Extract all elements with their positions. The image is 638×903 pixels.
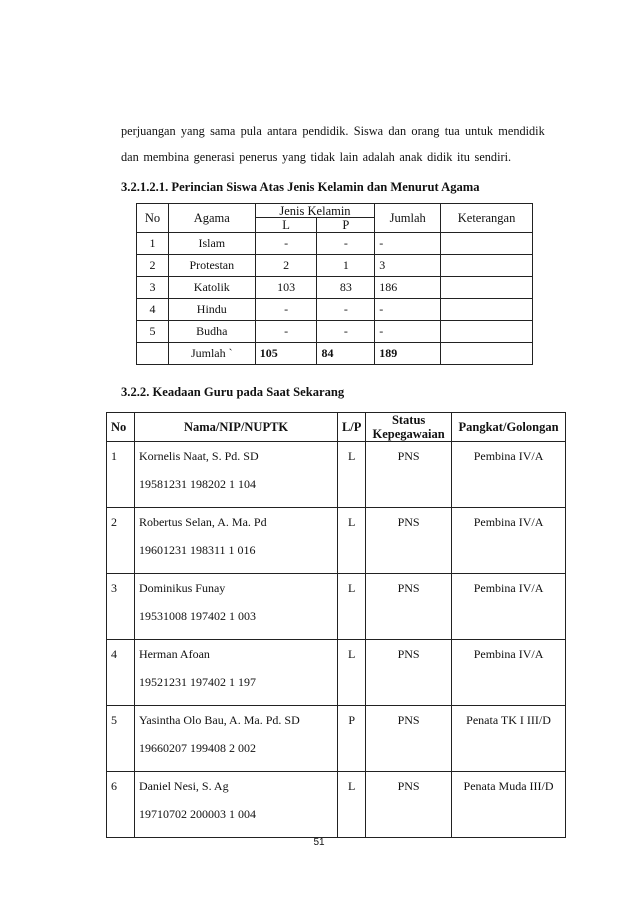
cell-agama: Islam — [168, 233, 255, 255]
cell-no: 2 — [107, 508, 135, 574]
teacher-nip: 19710702 200003 1 004 — [138, 807, 256, 821]
table-total-row — [137, 343, 533, 365]
total-l: 105 — [255, 343, 317, 365]
paragraph-line-1: perjuangan yang sama pula antara pendidik. Siswa dan orang tua untuk mendidik — [121, 124, 545, 138]
cell-jumlah: 3 — [375, 255, 441, 277]
teacher-name: Daniel Nesi, S. Ag — [138, 779, 229, 793]
table-row — [137, 299, 533, 321]
cell-lp: P — [338, 706, 366, 772]
cell-no: 1 — [107, 442, 135, 508]
header-status-line1: Status — [391, 413, 426, 427]
teacher-nip: 19521231 197402 1 197 — [138, 675, 256, 689]
teacher-name: Yasintha Olo Bau, A. Ma. Pd. SD — [138, 713, 300, 727]
header-jumlah: Jumlah — [375, 204, 441, 233]
cell-agama: Protestan — [168, 255, 255, 277]
teacher-name: Herman Afoan — [138, 647, 210, 661]
cell-no: 1 — [137, 233, 169, 255]
paragraph-line-2: dan membina generasi penerus yang tidak lain adalah anak didik itu sendiri. — [121, 150, 512, 164]
header-jenis-kelamin: Jenis Kelamin — [255, 204, 375, 218]
header-keterangan: Keterangan — [441, 204, 533, 233]
cell-nama — [134, 574, 337, 640]
cell-jumlah: - — [375, 299, 441, 321]
cell-pangkat: Penata TK I III/D — [452, 706, 566, 772]
cell-status: PNS — [366, 706, 452, 772]
teacher-nip: 19601231 198311 1 016 — [138, 543, 256, 557]
cell-nama — [134, 772, 337, 838]
cell-keterangan — [441, 343, 533, 365]
header-no: No — [137, 204, 169, 233]
cell-p: 83 — [317, 277, 375, 299]
cell-keterangan — [441, 233, 533, 255]
cell-l: - — [255, 299, 317, 321]
cell-l: - — [255, 233, 317, 255]
cell-nama — [134, 706, 337, 772]
cell-lp: L — [338, 574, 366, 640]
teacher-nip: 19581231 198202 1 104 — [138, 477, 256, 491]
cell-pangkat: Pembina IV/A — [452, 640, 566, 706]
cell-status: PNS — [366, 574, 452, 640]
total-jumlah: 189 — [375, 343, 441, 365]
table-row — [137, 233, 533, 255]
cell-lp: L — [338, 442, 366, 508]
header-agama: Agama — [168, 204, 255, 233]
cell-status: PNS — [366, 772, 452, 838]
cell-status: PNS — [366, 640, 452, 706]
cell-no: 4 — [107, 640, 135, 706]
cell-p: - — [317, 299, 375, 321]
cell-agama: Hindu — [168, 299, 255, 321]
section-heading-guru: 3.2.2. Keadaan Guru pada Saat Sekarang — [121, 385, 345, 399]
table-row — [107, 508, 566, 574]
teacher-name: Kornelis Naat, S. Pd. SD — [138, 449, 259, 463]
cell-jumlah: 186 — [375, 277, 441, 299]
cell-no: 3 — [137, 277, 169, 299]
table-row — [107, 706, 566, 772]
cell-keterangan — [441, 277, 533, 299]
teacher-nip: 19531008 197402 1 003 — [138, 609, 256, 623]
cell-p: 1 — [317, 255, 375, 277]
cell-no: 5 — [107, 706, 135, 772]
header-status-line2: Kepegawaian — [372, 427, 445, 441]
cell-agama: Budha — [168, 321, 255, 343]
cell-keterangan — [441, 299, 533, 321]
header-no: No — [107, 413, 135, 442]
total-p: 84 — [317, 343, 375, 365]
header-lp: L/P — [338, 413, 366, 442]
student-religion-gender-table — [136, 203, 533, 365]
cell-status: PNS — [366, 442, 452, 508]
cell-nama — [134, 508, 337, 574]
cell-nama — [134, 640, 337, 706]
cell-pangkat: Pembina IV/A — [452, 508, 566, 574]
cell-no — [137, 343, 169, 365]
cell-lp: L — [338, 508, 366, 574]
cell-no: 3 — [107, 574, 135, 640]
cell-l: - — [255, 321, 317, 343]
cell-no: 2 — [137, 255, 169, 277]
table-row — [107, 640, 566, 706]
teacher-name: Dominikus Funay — [138, 581, 226, 595]
cell-no: 6 — [107, 772, 135, 838]
cell-pangkat: Pembina IV/A — [452, 574, 566, 640]
cell-p: - — [317, 321, 375, 343]
header-pangkat: Pangkat/Golongan — [452, 413, 566, 442]
cell-nama — [134, 442, 337, 508]
cell-keterangan — [441, 321, 533, 343]
header-l: L — [255, 218, 317, 233]
cell-lp: L — [338, 772, 366, 838]
table-row — [137, 321, 533, 343]
cell-status: PNS — [366, 508, 452, 574]
cell-p: - — [317, 233, 375, 255]
page-number: 51 — [313, 837, 325, 848]
teacher-nip: 19660207 199408 2 002 — [138, 741, 256, 755]
table-row — [137, 255, 533, 277]
header-p: P — [317, 218, 375, 233]
table-row — [107, 574, 566, 640]
cell-jumlah: - — [375, 321, 441, 343]
teacher-table — [106, 412, 566, 838]
cell-lp: L — [338, 640, 366, 706]
total-label: Jumlah ` — [168, 343, 255, 365]
table-row — [137, 277, 533, 299]
cell-no: 5 — [137, 321, 169, 343]
cell-keterangan — [441, 255, 533, 277]
cell-jumlah: - — [375, 233, 441, 255]
cell-l: 103 — [255, 277, 317, 299]
table-row — [107, 772, 566, 838]
header-nama: Nama/NIP/NUPTK — [134, 413, 337, 442]
cell-no: 4 — [137, 299, 169, 321]
cell-l: 2 — [255, 255, 317, 277]
table-row — [107, 442, 566, 508]
cell-pangkat: Pembina IV/A — [452, 442, 566, 508]
section-heading-siswa: 3.2.1.2.1. Perincian Siswa Atas Jenis Kelamin dan Menurut Agama — [121, 180, 480, 194]
cell-agama: Katolik — [168, 277, 255, 299]
cell-pangkat: Penata Muda III/D — [452, 772, 566, 838]
teacher-name: Robertus Selan, A. Ma. Pd — [138, 515, 267, 529]
header-status — [366, 413, 452, 442]
